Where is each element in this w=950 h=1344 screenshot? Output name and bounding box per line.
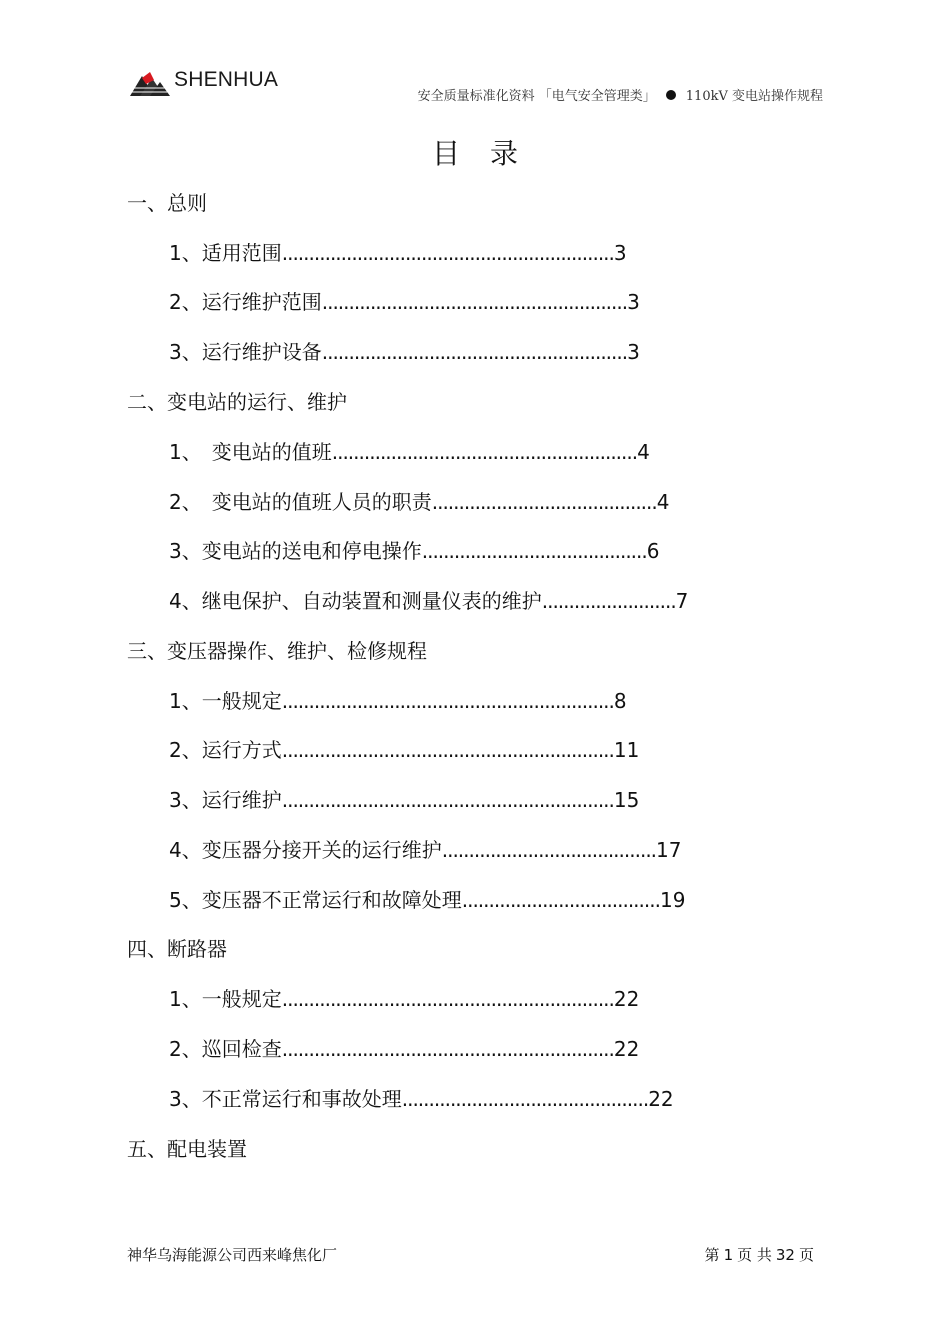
toc-item[interactable]: [169, 587, 688, 615]
shenhua-logo: [128, 66, 279, 100]
toc-item-label: 3、运行维护: [169, 788, 282, 812]
toc-item-label: 2、运行维护范围: [169, 290, 322, 314]
toc-leader-dots: ..............................................................: [281, 987, 614, 1011]
toc-item-label: 3、不正常运行和事故处理: [169, 1087, 402, 1111]
bullet-dot-icon: [666, 90, 676, 100]
toc-item-label: 4、继电保护、自动装置和测量仪表的维护: [169, 589, 542, 613]
toc-item[interactable]: [169, 836, 681, 864]
toc-page-number: 3: [613, 241, 627, 265]
page-label-suffix: 页: [798, 1246, 814, 1264]
toc-leader-dots: ..........................................: [431, 490, 657, 514]
toc-section[interactable]: [127, 637, 427, 665]
toc-leader-dots: ..............................................................: [281, 1037, 614, 1061]
toc-item[interactable]: [169, 1035, 639, 1063]
toc-item[interactable]: [169, 687, 627, 715]
toc-page-number: 4: [637, 440, 650, 464]
toc-leader-dots: ..............................................................: [281, 241, 614, 265]
toc-section-label: 五、配电装置: [127, 1137, 247, 1161]
toc-page-number: 15: [613, 788, 640, 812]
toc-item-label: 1、一般规定: [169, 987, 282, 1011]
toc-leader-dots: ..............................................................: [281, 738, 614, 762]
toc-page-number: 22: [613, 1037, 640, 1061]
toc-section-label: 三、变压器操作、维护、检修规程: [127, 639, 427, 663]
toc-section[interactable]: [127, 935, 227, 963]
toc-page-number: 3: [627, 290, 640, 314]
footer-page-indicator: [701, 1244, 814, 1265]
toc-section[interactable]: [127, 189, 207, 217]
toc-leader-dots: .........................................................: [321, 340, 628, 364]
toc-page-number: 8: [613, 689, 627, 713]
doc-name: 110kV 变电站操作规程: [685, 89, 823, 104]
toc-leader-dots: ........................................: [441, 838, 657, 862]
toc-section-label: 四、断路器: [127, 937, 227, 961]
page-current: 1: [723, 1246, 734, 1264]
toc-leader-dots: ..............................................................: [281, 788, 614, 812]
toc-page-number: 3: [627, 340, 640, 364]
toc-page-number: 4: [656, 490, 670, 514]
toc-page-number: 22: [648, 1087, 674, 1111]
toc-item[interactable]: [169, 438, 650, 466]
footer-company: 神华乌海能源公司西来峰焦化厂: [127, 1246, 338, 1264]
toc-item[interactable]: [169, 985, 639, 1013]
toc-item-label: 5、变压器不正常运行和故障处理: [169, 888, 462, 912]
shenhua-logo-icon: [128, 70, 172, 98]
toc-page-number: 22: [613, 987, 640, 1011]
toc-item[interactable]: [169, 786, 639, 814]
toc-item-label: 2、运行方式: [169, 738, 282, 762]
toc-item-label: 3、变电站的送电和停电操作: [169, 539, 422, 563]
page-label-mid: 页 共: [737, 1246, 772, 1264]
toc-section-label: 一、总则: [127, 191, 207, 215]
toc-leader-dots: .........................................................: [321, 290, 628, 314]
logo-text: SHENHUA: [174, 68, 279, 91]
toc-leader-dots: ..............................................................: [281, 689, 614, 713]
toc-item-label: 1、 变电站的值班: [169, 440, 332, 464]
toc-item-label: 4、变压器分接开关的运行维护: [169, 838, 442, 862]
toc-item[interactable]: [169, 488, 669, 516]
toc-section-label: 二、变电站的运行、维护: [127, 390, 347, 414]
toc-section[interactable]: [127, 1135, 247, 1163]
page-label-prefix: 第: [704, 1246, 720, 1264]
toc-item-label: 3、运行维护设备: [169, 340, 322, 364]
toc-item-label: 2、巡回检查: [169, 1037, 282, 1061]
toc-leader-dots: .........................................................: [331, 440, 638, 464]
toc-item[interactable]: [169, 886, 685, 914]
doc-category: 安全质量标准化资料 「电气安全管理类」: [417, 89, 656, 104]
toc-item[interactable]: [169, 239, 627, 267]
toc-item[interactable]: [169, 736, 639, 764]
toc-section[interactable]: [127, 388, 347, 416]
toc-page-number: 11: [613, 738, 640, 762]
document-header: [418, 85, 823, 104]
toc-leader-dots: .....................................: [461, 888, 660, 912]
toc-title: 目录: [431, 137, 548, 170]
page-total: 32: [775, 1246, 795, 1264]
toc-item[interactable]: [169, 537, 659, 565]
toc-item-label: 1、适用范围: [169, 241, 282, 265]
toc-item[interactable]: [169, 338, 640, 366]
toc-item-label: 1、一般规定: [169, 689, 282, 713]
toc-page-number: 7: [675, 589, 689, 613]
toc-item-label: 2、 变电站的值班人员的职责: [169, 490, 432, 514]
toc-page-number: 19: [659, 888, 686, 912]
toc-leader-dots: ..........................................: [421, 539, 647, 563]
toc-leader-dots: ..............................................: [401, 1087, 649, 1111]
toc-item[interactable]: [169, 1085, 674, 1113]
toc-item[interactable]: [169, 288, 640, 316]
toc-page-number: 17: [656, 838, 682, 862]
toc-page-number: 6: [646, 539, 660, 563]
toc-leader-dots: .........................: [541, 589, 676, 613]
